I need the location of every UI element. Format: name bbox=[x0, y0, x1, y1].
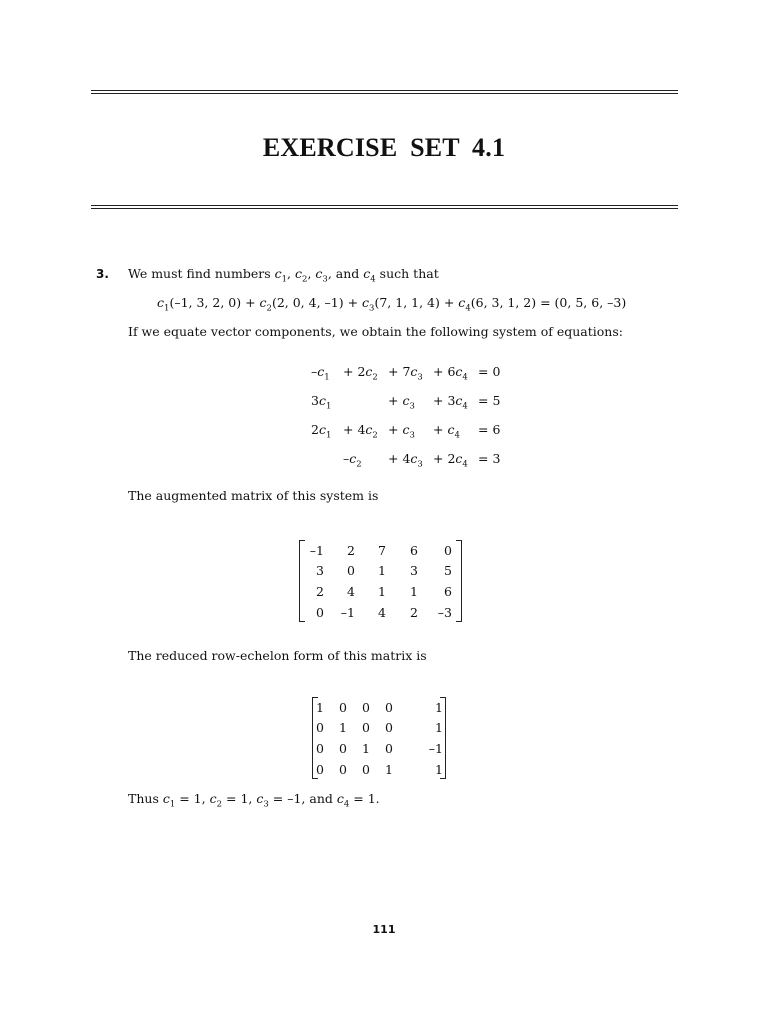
equation-term: + $2c_2$ bbox=[343, 363, 378, 382]
equation-term: + $2c_4$ bbox=[433, 450, 468, 469]
matrix-row bbox=[307, 602, 452, 623]
augmented-matrix bbox=[299, 540, 462, 622]
right-bracket bbox=[456, 540, 462, 622]
equation-term: + $c_4$ bbox=[433, 421, 460, 440]
equation-term: $-c_2$ bbox=[343, 450, 362, 469]
matrix-entry: 0 bbox=[444, 542, 452, 558]
equation-term: $2c_1$ bbox=[311, 421, 332, 440]
equation-row bbox=[311, 386, 500, 415]
matrix-entry: 0 bbox=[316, 761, 324, 777]
matrix-entry: 4 bbox=[347, 583, 355, 599]
equation-rhs: = 0 bbox=[478, 363, 501, 379]
problem-number: 3. bbox=[96, 267, 109, 281]
matrix-row bbox=[307, 540, 452, 561]
matrix-entry: –1 bbox=[309, 542, 324, 558]
matrix-entry: 3 bbox=[316, 563, 324, 579]
matrix-entry: 2 bbox=[347, 542, 355, 558]
page-number: 111 bbox=[372, 923, 396, 936]
matrix-entry: 2 bbox=[316, 583, 324, 599]
matrix-entry: 0 bbox=[316, 720, 324, 736]
matrix-entry: 0 bbox=[339, 761, 347, 777]
matrix-entry: 4 bbox=[378, 604, 386, 620]
matrix-entry: 0 bbox=[362, 699, 370, 715]
matrix-entry: 0 bbox=[385, 740, 393, 756]
equation-term: $3c_1$ bbox=[311, 392, 332, 411]
equation-term: + $3c_4$ bbox=[433, 392, 468, 411]
equation-term bbox=[343, 386, 388, 415]
matrix-entry: 1 bbox=[316, 699, 324, 715]
matrix-entry: 0 bbox=[362, 720, 370, 736]
matrix-entry: 3 bbox=[410, 563, 418, 579]
equation-term: $-c_1$ bbox=[311, 363, 330, 382]
matrix-entry: 7 bbox=[378, 542, 386, 558]
equation-rhs: = 5 bbox=[478, 392, 501, 408]
matrix-entry: 2 bbox=[410, 604, 418, 620]
matrix-entry: 0 bbox=[385, 720, 393, 736]
equation-rhs: = 3 bbox=[478, 450, 501, 466]
equation-term: + $6c_4$ bbox=[433, 363, 468, 382]
problem-intro: We must find numbers $c_1$, $c_2$, $c_3$, and $c_4$ such that bbox=[128, 266, 439, 285]
matrix-row bbox=[316, 738, 443, 759]
vector-equation: $c_1(-1$, 3, 2, $0) + c_2(2$, 0, 4, $-1) + c_3(7$, 1, 1, $4) + c_4(6$, 3, 1, 2) = (0, 5, 6, –3) bbox=[157, 295, 627, 314]
matrix-entry: 6 bbox=[444, 583, 452, 599]
matrix-entry: 0 bbox=[316, 604, 324, 620]
matrix-entry: 0 bbox=[339, 740, 347, 756]
equation-row bbox=[311, 415, 500, 444]
matrix-entry: 0 bbox=[316, 740, 324, 756]
matrix-entry: 0 bbox=[347, 563, 355, 579]
matrix-entry: 1 bbox=[362, 740, 370, 756]
top-double-rule bbox=[91, 90, 678, 94]
matrix-row bbox=[307, 581, 452, 602]
augmented-text: The augmented matrix of this system is bbox=[128, 488, 379, 503]
matrix-entry: –3 bbox=[437, 604, 452, 620]
matrix-entry: 6 bbox=[410, 542, 418, 558]
matrix-entry: 1 bbox=[435, 699, 443, 715]
bottom-double-rule bbox=[91, 205, 678, 209]
matrix-row bbox=[316, 697, 443, 718]
equation-row bbox=[311, 444, 500, 473]
page-title: EXERCISE SET 4.1 bbox=[262, 133, 506, 162]
equate-text: If we equate vector components, we obtain the following system of equations: bbox=[128, 324, 623, 339]
matrix-entry: –1 bbox=[340, 604, 355, 620]
equation-term: + $4c_3$ bbox=[388, 450, 423, 469]
matrix-entry: 0 bbox=[339, 699, 347, 715]
matrix-row bbox=[316, 759, 443, 780]
matrix-entry: 1 bbox=[385, 761, 393, 777]
matrix-entry: 1 bbox=[339, 720, 347, 736]
conclusion-text: Thus $c_1 = 1$, $c_2 = 1$, $c_3 = -1$, and $c_4 = 1$. bbox=[128, 791, 380, 810]
matrix-entry: 1 bbox=[435, 761, 443, 777]
matrix-entry: –1 bbox=[428, 740, 443, 756]
equation-term: + $c_3$ bbox=[388, 392, 415, 411]
rref-text: The reduced row-echelon form of this matrix is bbox=[128, 648, 427, 663]
equation-term: + $4c_2$ bbox=[343, 421, 378, 440]
matrix-row bbox=[316, 718, 443, 739]
equation-system bbox=[311, 357, 500, 473]
matrix-entry: 1 bbox=[435, 720, 443, 736]
matrix-entry: 1 bbox=[378, 563, 386, 579]
matrix-entry: 1 bbox=[410, 583, 418, 599]
matrix-row bbox=[307, 561, 452, 582]
matrix-entry: 1 bbox=[378, 583, 386, 599]
equation-term: + $c_3$ bbox=[388, 421, 415, 440]
matrix-entry: 0 bbox=[385, 699, 393, 715]
matrix-entry: 0 bbox=[362, 761, 370, 777]
equation-row bbox=[311, 357, 500, 386]
equation-term bbox=[311, 444, 343, 473]
left-bracket bbox=[299, 540, 305, 622]
equation-rhs: = 6 bbox=[478, 421, 501, 437]
matrix-entry: 5 bbox=[444, 563, 452, 579]
rref-matrix bbox=[312, 697, 446, 779]
equation-term: + $7c_3$ bbox=[388, 363, 423, 382]
